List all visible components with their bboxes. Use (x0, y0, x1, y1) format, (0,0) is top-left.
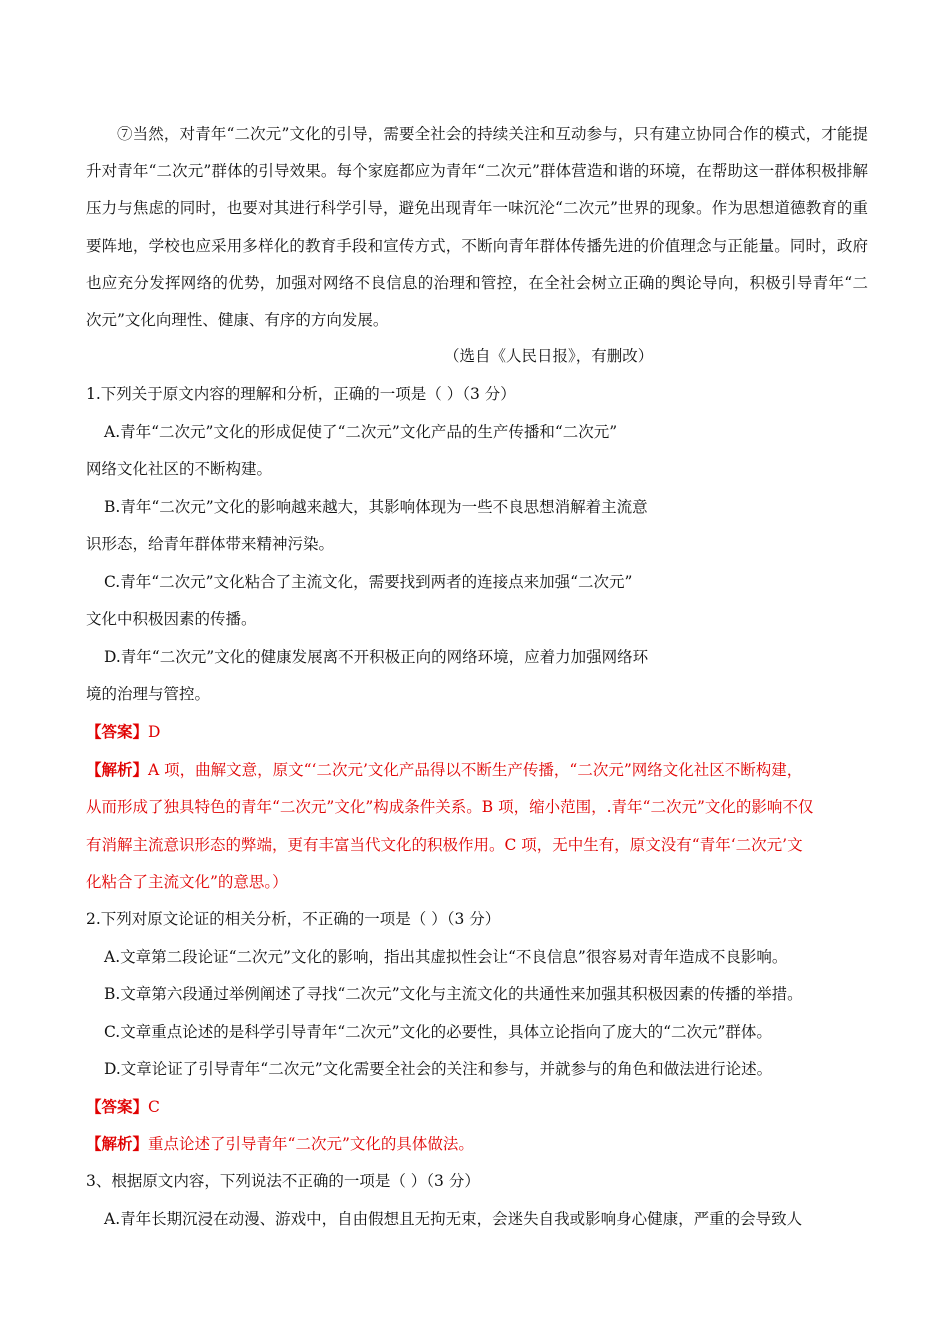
q2-option-b: B.文章第六段通过举例阐述了寻找“二次元”文化与主流文化的共通性来加强其积极因素的传播的举措。 (104, 985, 803, 1003)
q2-answer (86, 1097, 160, 1117)
q1-analysis-line-2: 从而形成了独具特色的青年“二次元”文化”构成条件关系。B 项，缩小范围，.青年“二次元”文化的影响不仅 (86, 798, 814, 816)
q2-option-d: D.文章论证了引导青年“二次元”文化需要全社会的关注和参与，并就参与的角色和做法进行论述。 (104, 1060, 773, 1078)
q1-option-b: B.青年“二次元”文化的影响越来越大，其影响体现为一些不良思想消解着主流意 (104, 498, 648, 516)
q1-option-a-cont: 网络文化社区的不断构建。 (86, 460, 273, 478)
q1-analysis-line-4: 化粘合了主流文化”的意思。） (86, 873, 288, 891)
q1-analysis-line-1 (86, 760, 802, 780)
q1-stem: 1.下列关于原文内容的理解和分析，正确的一项是（ ）（3 分） (86, 385, 516, 403)
q2-analysis (86, 1134, 474, 1154)
analysis-label: 【解析】 (86, 760, 149, 779)
q3-option-a: A.青年长期沉浸在动漫、游戏中，自由假想且无拘无束，会迷失自我或影响身心健康，严重的会导致人 (104, 1210, 803, 1228)
answer-value: D (148, 723, 161, 741)
answer-value: C (148, 1098, 160, 1116)
q2-option-c: C.文章重点论述的是科学引导青年“二次元”文化的必要性，具体立论指向了庞大的“二次元”群体。 (104, 1023, 772, 1041)
q1-option-d: D.青年“二次元”文化的健康发展离不开积极正向的网络环境，应着力加强网络环 (104, 648, 649, 666)
q1-option-b-cont: 识形态，给青年群体带来精神污染。 (86, 535, 335, 553)
analysis-text: 重点论述了引导青年“二次元”文化的具体做法。 (148, 1135, 474, 1153)
q1-option-c: C.青年“二次元”文化粘合了主流文化，需要找到两者的连接点来加强“二次元” (104, 573, 633, 591)
answer-label: 【答案】 (86, 722, 149, 741)
q1-option-c-cont: 文化中积极因素的传播。 (86, 610, 257, 628)
q3-stem: 3、根据原文内容，下列说法不正确的一项是（ ）（3 分） (86, 1172, 480, 1190)
analysis-text: A 项，曲解文意，原文“‘二次元’文化产品得以不断生产传播，“二次元”网络文化社区不断构建， (148, 761, 803, 779)
analysis-label: 【解析】 (86, 1134, 149, 1153)
q2-option-a: A.文章第二段论证“二次元”文化的影响，指出其虚拟性会让“不良信息”很容易对青年造成不良影响。 (104, 948, 788, 966)
q1-option-d-cont: 境的治理与管控。 (86, 685, 211, 703)
q2-stem: 2.下列对原文论证的相关分析，不正确的一项是（ ）（3 分） (86, 910, 501, 928)
answer-label: 【答案】 (86, 1097, 149, 1116)
passage-source: （选自《人民日报》，有删改） (444, 347, 654, 365)
q1-option-a: A.青年“二次元”文化的形成促使了“二次元”文化产品的生产传播和“二次元” (104, 423, 618, 441)
passage-paragraph-7: ⑦当然，对青年“二次元”文化的引导，需要全社会的持续关注和互动参与，只有建立协同合作的模式，才能提升对青年“二次元”群体的引导效果。每个家庭都应为青年“二次元”群体营造和谐的环境，在帮助这一群体积极排解压力与焦虑的同时，也要对其进行科学引导，避免出现青年一味沉沦“二次元”世界的现象。作为思想道德教育的重要阵地，学校也应采用多样化的教育手段和宣传方式，不断向青年群体传播先进的价值理念与正能量。同时，政府也应充分发挥网络的优势，加强对网络不良信息的治理和管控，在全社会树立正确的舆论导向，积极引导青年“二次元”文化向理性、健康、有序的方向发展。 (86, 125, 868, 330)
q1-analysis-line-3: 有消解主流意识形态的弊端，更有丰富当代文化的积极作用。C 项，无中生有，原文没有“青年‘二次元’文 (86, 836, 803, 854)
q1-answer (86, 722, 160, 742)
